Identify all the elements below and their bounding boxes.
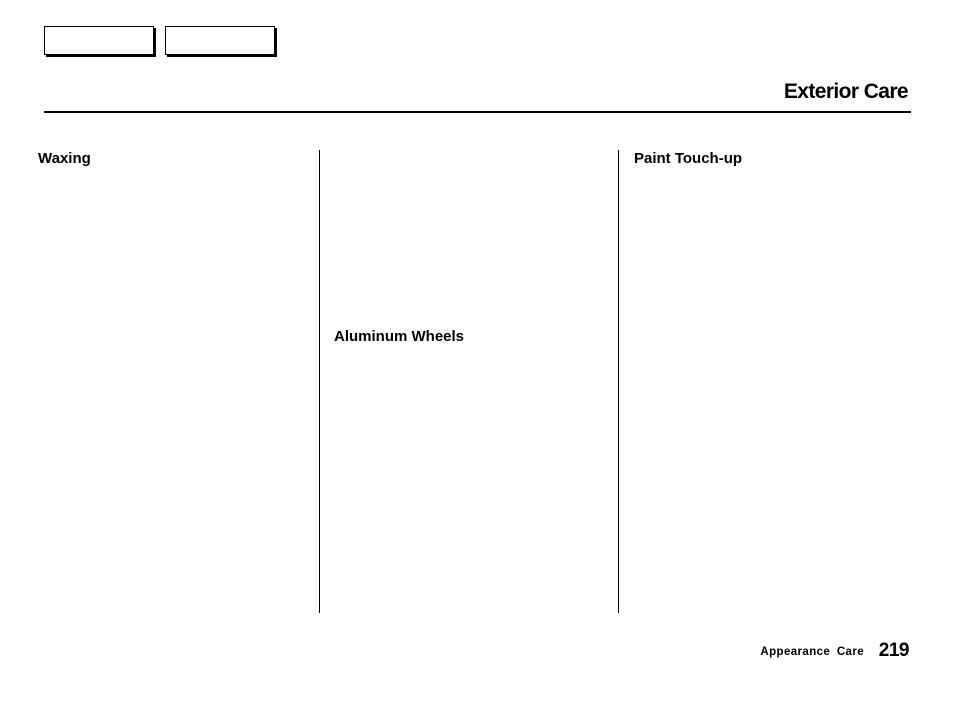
page-title: Exterior Care xyxy=(783,80,908,103)
footer-section-name: Appearance Care xyxy=(760,646,864,658)
page-number: 219 xyxy=(878,640,909,661)
section-heading-aluminum-wheels: Aluminum Wheels xyxy=(334,328,465,345)
column-divider-left xyxy=(319,150,320,613)
title-divider xyxy=(44,111,911,113)
next-page-button[interactable] xyxy=(165,26,275,55)
section-heading-paint-touch-up: Paint Touch-up xyxy=(634,150,743,167)
section-heading-waxing: Waxing xyxy=(38,150,91,167)
column-divider-right xyxy=(618,150,619,613)
previous-page-button[interactable] xyxy=(44,26,154,55)
